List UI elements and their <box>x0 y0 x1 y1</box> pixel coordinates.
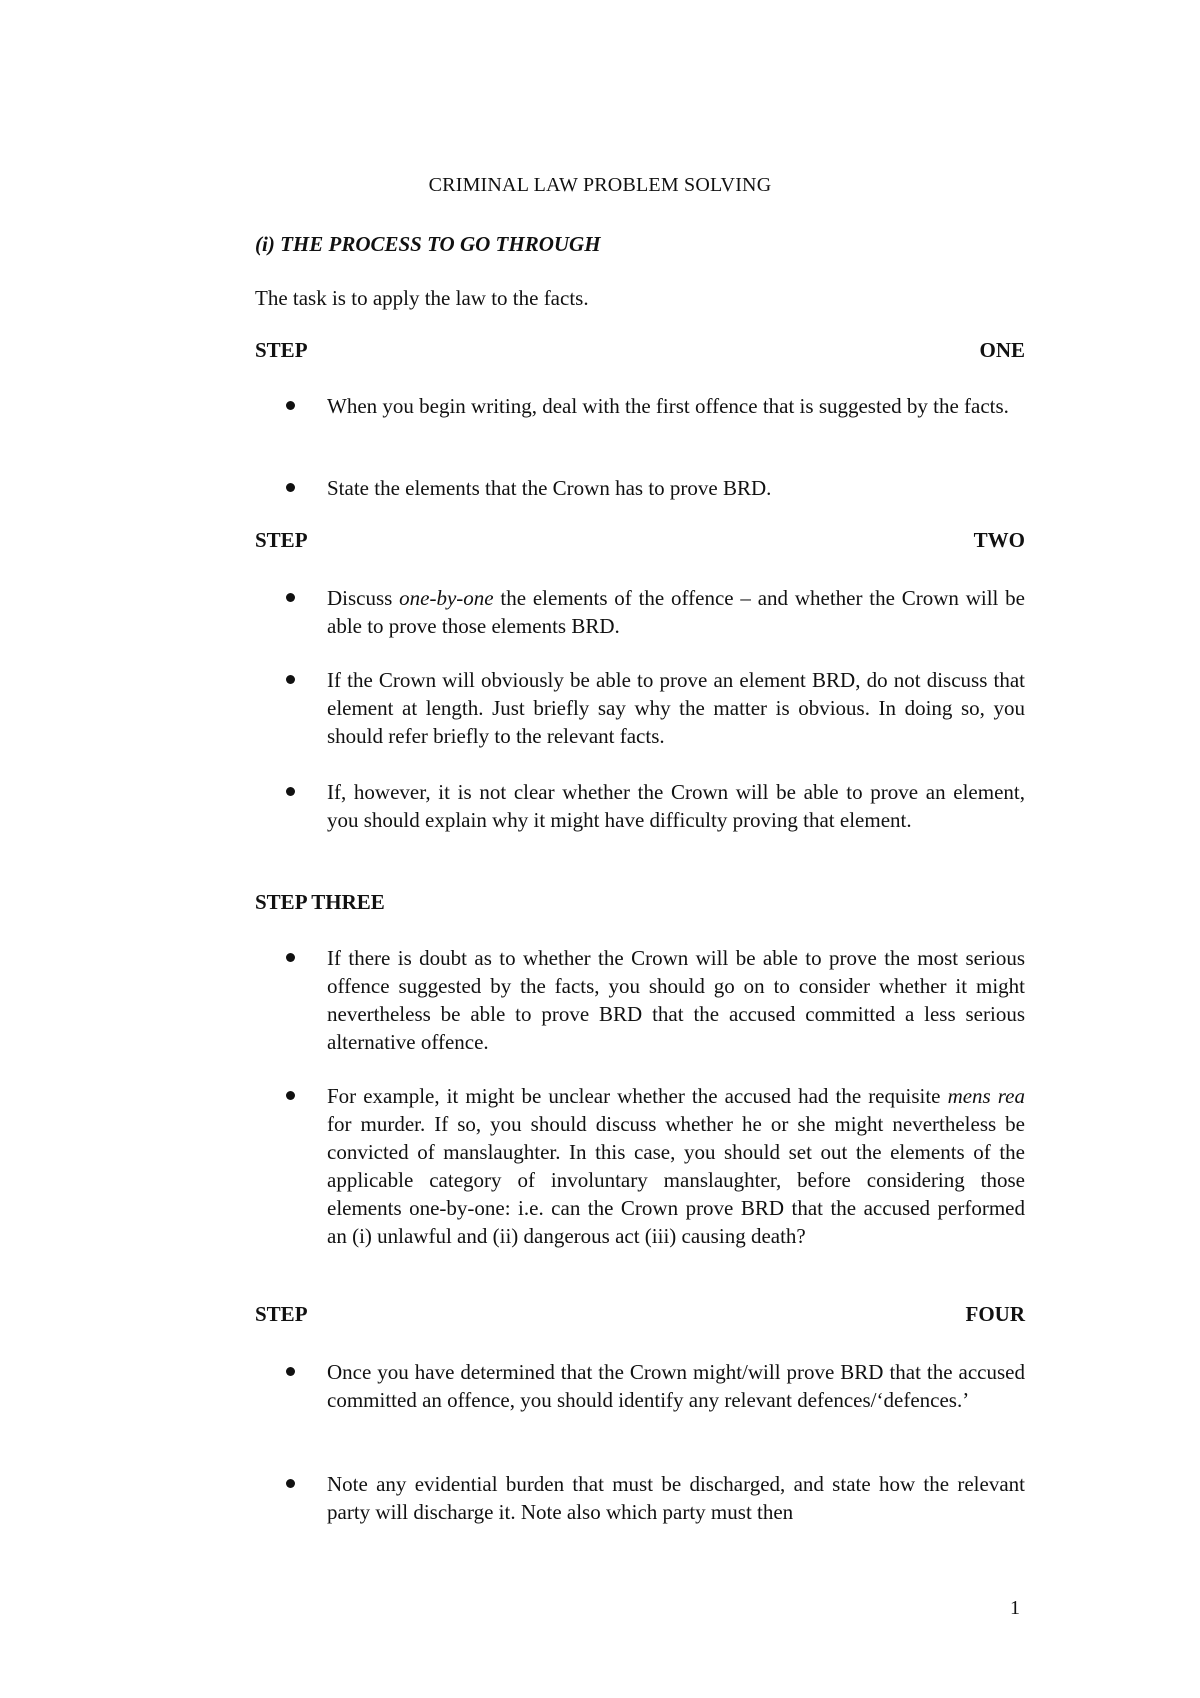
section-heading: (i) THE PROCESS TO GO THROUGH <box>255 232 601 256</box>
step-label: STEP <box>255 528 308 552</box>
list-item-text <box>327 1082 1025 1250</box>
list-item-text: If, however, it is not clear whether the Crown will be able to prove an element, you should explain why it might have difficulty proving that element. <box>327 780 1025 832</box>
page-number: 1 <box>1010 1597 1020 1619</box>
bullet-icon <box>286 483 295 492</box>
step-number: FOUR <box>965 1302 1025 1326</box>
step-number: ONE <box>979 338 1025 362</box>
bullet-icon <box>286 1091 295 1100</box>
step-two-heading <box>255 528 1025 553</box>
bullet-icon <box>286 1479 295 1488</box>
list-item <box>286 666 1025 750</box>
list-item-text: When you begin writing, deal with the first offence that is suggested by the facts. <box>327 394 1009 418</box>
step-one-heading <box>255 338 1025 363</box>
bullet-icon <box>286 953 295 962</box>
bullet-icon <box>286 675 295 684</box>
text-run: Discuss <box>327 586 400 610</box>
list-item <box>286 1082 1025 1250</box>
step-four-heading <box>255 1302 1025 1327</box>
text-run: the elements of the offence – and whether the Crown will be able to prove those elements BRD. <box>327 586 1025 638</box>
list-item <box>286 1358 1025 1414</box>
list-item-text: If the Crown will obviously be able to prove an element BRD, do not discuss that element at length. Just briefly say why the matter is obvious. In doing so, you should refer briefly to the relevant facts. <box>327 668 1025 748</box>
list-item-text: Note any evidential burden that must be discharged, and state how the relevant party will discharge it. Note also which party must then <box>327 1472 1025 1524</box>
list-item <box>286 392 1025 420</box>
list-item-text <box>327 584 1025 640</box>
text-run: For example, it might be unclear whether the accused had the requisite <box>327 1084 948 1108</box>
list-item-text: If there is doubt as to whether the Crown will be able to prove the most serious offence suggested by the facts, you should go on to consider whether it might nevertheless be able to prove BRD that the accused committed a less serious alternative offence. <box>327 946 1025 1054</box>
list-item-text: Once you have determined that the Crown might/will prove BRD that the accused committed an offence, you should identify any relevant defences/‘defences.’ <box>327 1360 1025 1412</box>
intro-paragraph: The task is to apply the law to the facts. <box>255 286 589 310</box>
italic-run: one-by-one <box>399 586 494 610</box>
list-item <box>286 1470 1025 1526</box>
step-three-heading: STEP THREE <box>255 890 385 914</box>
bullet-icon <box>286 1367 295 1376</box>
text-run: for murder. If so, you should discuss whether he or she might nevertheless be convicted of manslaughter. In this case, you should set out the elements of the applicable category of involuntary manslaughter, before considering those elements one-by-one: i.e. can the Crown prove BRD that the accused performed an (i) unlawful and (ii) dangerous act (iii) causing death? <box>327 1112 1025 1248</box>
list-item-text: State the elements that the Crown has to prove BRD. <box>327 476 772 500</box>
list-item <box>286 474 1025 502</box>
bullet-icon <box>286 593 295 602</box>
list-item <box>286 584 1025 640</box>
bullet-icon <box>286 401 295 410</box>
document-title: CRIMINAL LAW PROBLEM SOLVING <box>428 174 772 196</box>
step-label: STEP <box>255 1302 308 1326</box>
step-number: TWO <box>973 528 1025 552</box>
bullet-icon <box>286 787 295 796</box>
italic-run: mens rea <box>947 1084 1025 1108</box>
step-label: STEP <box>255 338 308 362</box>
list-item <box>286 778 1025 834</box>
list-item <box>286 944 1025 1056</box>
